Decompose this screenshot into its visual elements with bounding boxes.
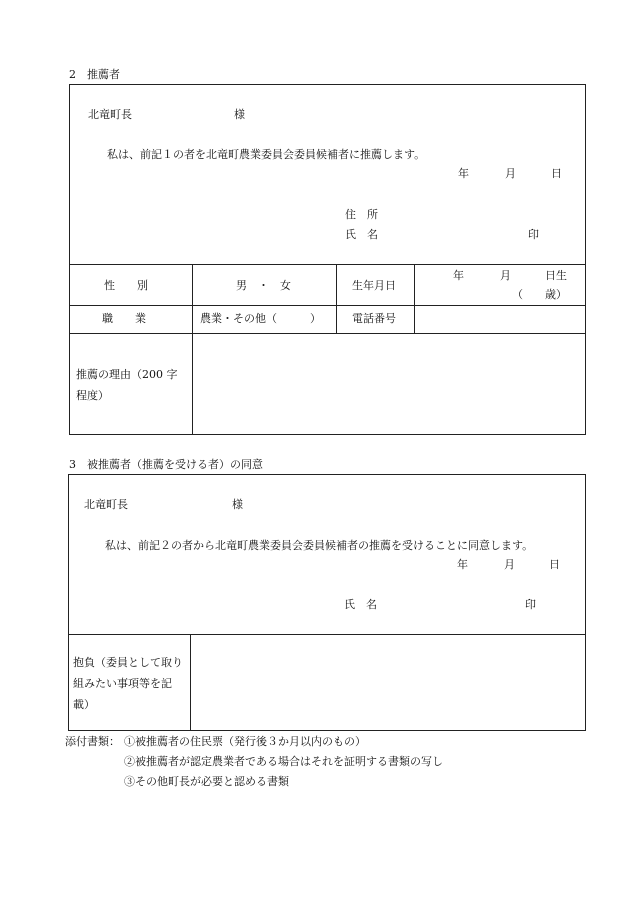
occupation-label: 職 業	[102, 312, 146, 325]
section3-seal-mark: 印	[525, 598, 536, 611]
phone-label: 電話番号	[352, 312, 396, 325]
birth-month: 月	[500, 269, 511, 282]
birth-year: 年	[453, 269, 464, 282]
section2-heading: 2 推薦者	[69, 68, 120, 81]
section3-date-year: 年	[457, 558, 468, 571]
reason-label: 推薦の理由（200 字程度）	[76, 368, 178, 402]
address-label: 住 所	[345, 208, 378, 221]
seal-mark: 印	[528, 228, 539, 241]
section3-heading: 3 被推薦者（推薦を受ける者）の同意	[69, 458, 263, 471]
section2-date-year: 年	[458, 167, 469, 180]
section2-addressee: 北竜町長	[88, 108, 132, 121]
attachment-item: ③その他町長が必要と認める書類	[124, 775, 289, 788]
section3-statement: 私は、前記２の者から北竜町農業委員会委員候補者の推薦を受けることに同意します。	[105, 539, 534, 552]
section3-date-day: 日	[549, 558, 560, 571]
gender-value: 男 ・ 女	[236, 279, 291, 292]
aspiration-label: 抱負（委員として取り組みたい事項等を記載）	[73, 656, 183, 711]
name-label: 氏 名	[345, 228, 378, 241]
attachments-label: 添付書類：	[65, 735, 120, 748]
attachment-item: ①被推薦者の住民票（発行後３か月以内のもの）	[124, 735, 366, 748]
section2-honorific: 様	[234, 108, 245, 121]
section2-statement: 私は、前記１の者を北竜町農業委員会委員候補者に推薦します。	[107, 148, 426, 161]
section3-honorific: 様	[232, 498, 243, 511]
section3-name-label: 氏 名	[344, 598, 377, 611]
section2-date-day: 日	[551, 167, 562, 180]
gender-label: 性 別	[104, 279, 148, 292]
age-field: （ 歳）	[512, 288, 567, 301]
occupation-value: 農業・その他（ ）	[200, 312, 321, 325]
attachment-item: ②被推薦者が認定農業者である場合はそれを証明する書類の写し	[124, 755, 443, 768]
section2-date-month: 月	[505, 167, 516, 180]
birth-day: 日生	[545, 269, 567, 282]
birthdate-label: 生年月日	[352, 279, 396, 292]
section3-addressee: 北竜町長	[84, 498, 128, 511]
section3-date-month: 月	[504, 558, 515, 571]
